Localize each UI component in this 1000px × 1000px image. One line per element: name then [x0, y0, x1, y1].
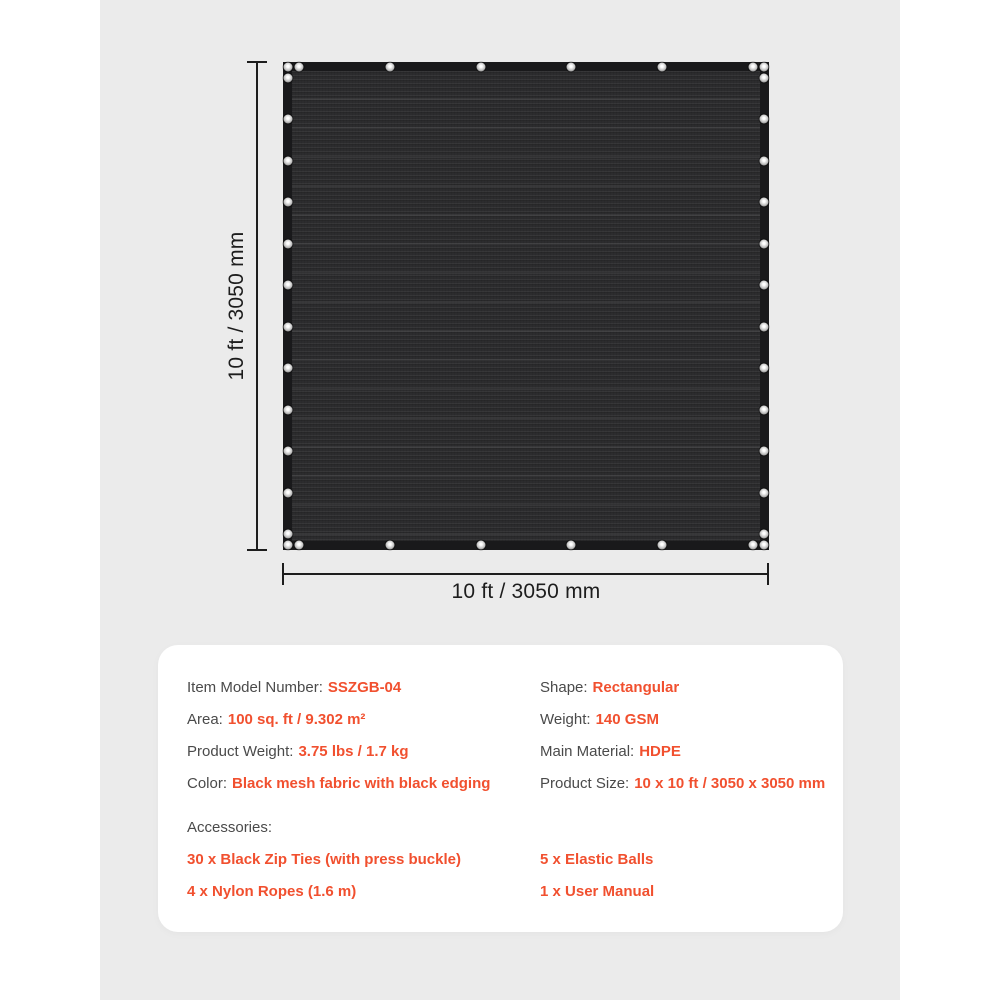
accessory-text: 1 x User Manual: [540, 882, 655, 900]
grommet: [760, 74, 769, 83]
grommet: [760, 239, 769, 248]
spec-value: Rectangular: [592, 678, 680, 696]
accessory-nylon-ropes: [187, 875, 537, 907]
width-dimension-cap-right: [767, 563, 769, 585]
shade-cloth: [283, 62, 769, 550]
grommet: [295, 63, 304, 72]
grommet: [284, 447, 293, 456]
grommet: [658, 63, 667, 72]
spec-card: [158, 645, 843, 932]
accessories-heading-spacer: [540, 811, 830, 843]
grommet: [284, 74, 293, 83]
grommet: [284, 364, 293, 373]
spec-label: Product Size:: [540, 774, 630, 792]
grommet: [476, 63, 485, 72]
grommet: [749, 63, 758, 72]
grommet: [284, 198, 293, 207]
spec-shape: [540, 671, 830, 703]
spec-product-weight: [187, 735, 537, 767]
spacer: [540, 799, 830, 811]
grommet: [760, 364, 769, 373]
spec-value: SSZGB-04: [327, 678, 402, 696]
grommet: [295, 541, 304, 550]
grommet: [749, 541, 758, 550]
spec-item-model-number: [187, 671, 537, 703]
grommet: [760, 488, 769, 497]
accessories-label: Accessories:: [187, 818, 273, 836]
width-dimension-label: 10 ft / 3050 mm: [451, 580, 601, 603]
grommet: [284, 322, 293, 331]
accessory-zip-ties: [187, 843, 537, 875]
accessory-text: 5 x Elastic Balls: [540, 850, 654, 868]
spec-label: Color:: [187, 774, 228, 792]
spec-label: Product Weight:: [187, 742, 294, 760]
spec-label: Weight:: [540, 710, 591, 728]
height-dimension-cap-bottom: [247, 549, 267, 551]
grommet: [760, 198, 769, 207]
accessory-elastic-balls: [540, 843, 830, 875]
accessory-user-manual: [540, 875, 830, 907]
grommet: [284, 488, 293, 497]
grommet: [284, 239, 293, 248]
spec-value: HDPE: [639, 742, 681, 760]
spec-weight-gsm: [540, 703, 830, 735]
mesh-fabric: [292, 71, 760, 541]
spec-label: Item Model Number:: [187, 678, 323, 696]
spec-main-material: [540, 735, 830, 767]
spec-column-right: [540, 671, 830, 907]
height-dimension-line: [256, 62, 258, 551]
spec-product-size: [540, 767, 830, 799]
grommet: [760, 405, 769, 414]
spec-label: Main Material:: [540, 742, 635, 760]
spec-value: 10 x 10 ft / 3050 x 3050 mm: [634, 774, 826, 792]
grommet: [284, 405, 293, 414]
spec-label: Area:: [187, 710, 223, 728]
height-dimension-label: 10 ft / 3050 mm: [225, 231, 248, 381]
grommet: [284, 115, 293, 124]
grommet: [476, 541, 485, 550]
grommet: [284, 541, 293, 550]
height-dimension-cap-top: [247, 61, 267, 63]
spec-value: Black mesh fabric with black edging: [232, 774, 491, 792]
grommet: [760, 530, 769, 539]
grommet: [760, 541, 769, 550]
grommet: [760, 322, 769, 331]
spec-value: 3.75 lbs / 1.7 kg: [298, 742, 409, 760]
spec-area: [187, 703, 537, 735]
grommet: [567, 541, 576, 550]
grommet: [760, 156, 769, 165]
accessory-text: 30 x Black Zip Ties (with press buckle): [187, 850, 461, 868]
width-dimension-cap-left: [282, 563, 284, 585]
grommet: [760, 447, 769, 456]
spec-column-left: [187, 671, 537, 907]
grommet: [385, 541, 394, 550]
spec-value: 100 sq. ft / 9.302 m²: [227, 710, 366, 728]
grommet: [284, 156, 293, 165]
grommet: [385, 63, 394, 72]
grommet: [760, 281, 769, 290]
spec-label: Shape:: [540, 678, 588, 696]
grommet: [658, 541, 667, 550]
accessories-heading: [187, 811, 537, 843]
grommet: [760, 63, 769, 72]
spec-color: [187, 767, 537, 799]
spacer: [187, 799, 537, 811]
spec-value: 140 GSM: [595, 710, 659, 728]
grommet: [284, 63, 293, 72]
width-dimension-line: [283, 573, 769, 575]
grommet: [284, 281, 293, 290]
grommet: [760, 115, 769, 124]
grommet: [284, 530, 293, 539]
grommet: [567, 63, 576, 72]
accessory-text: 4 x Nylon Ropes (1.6 m): [187, 882, 357, 900]
